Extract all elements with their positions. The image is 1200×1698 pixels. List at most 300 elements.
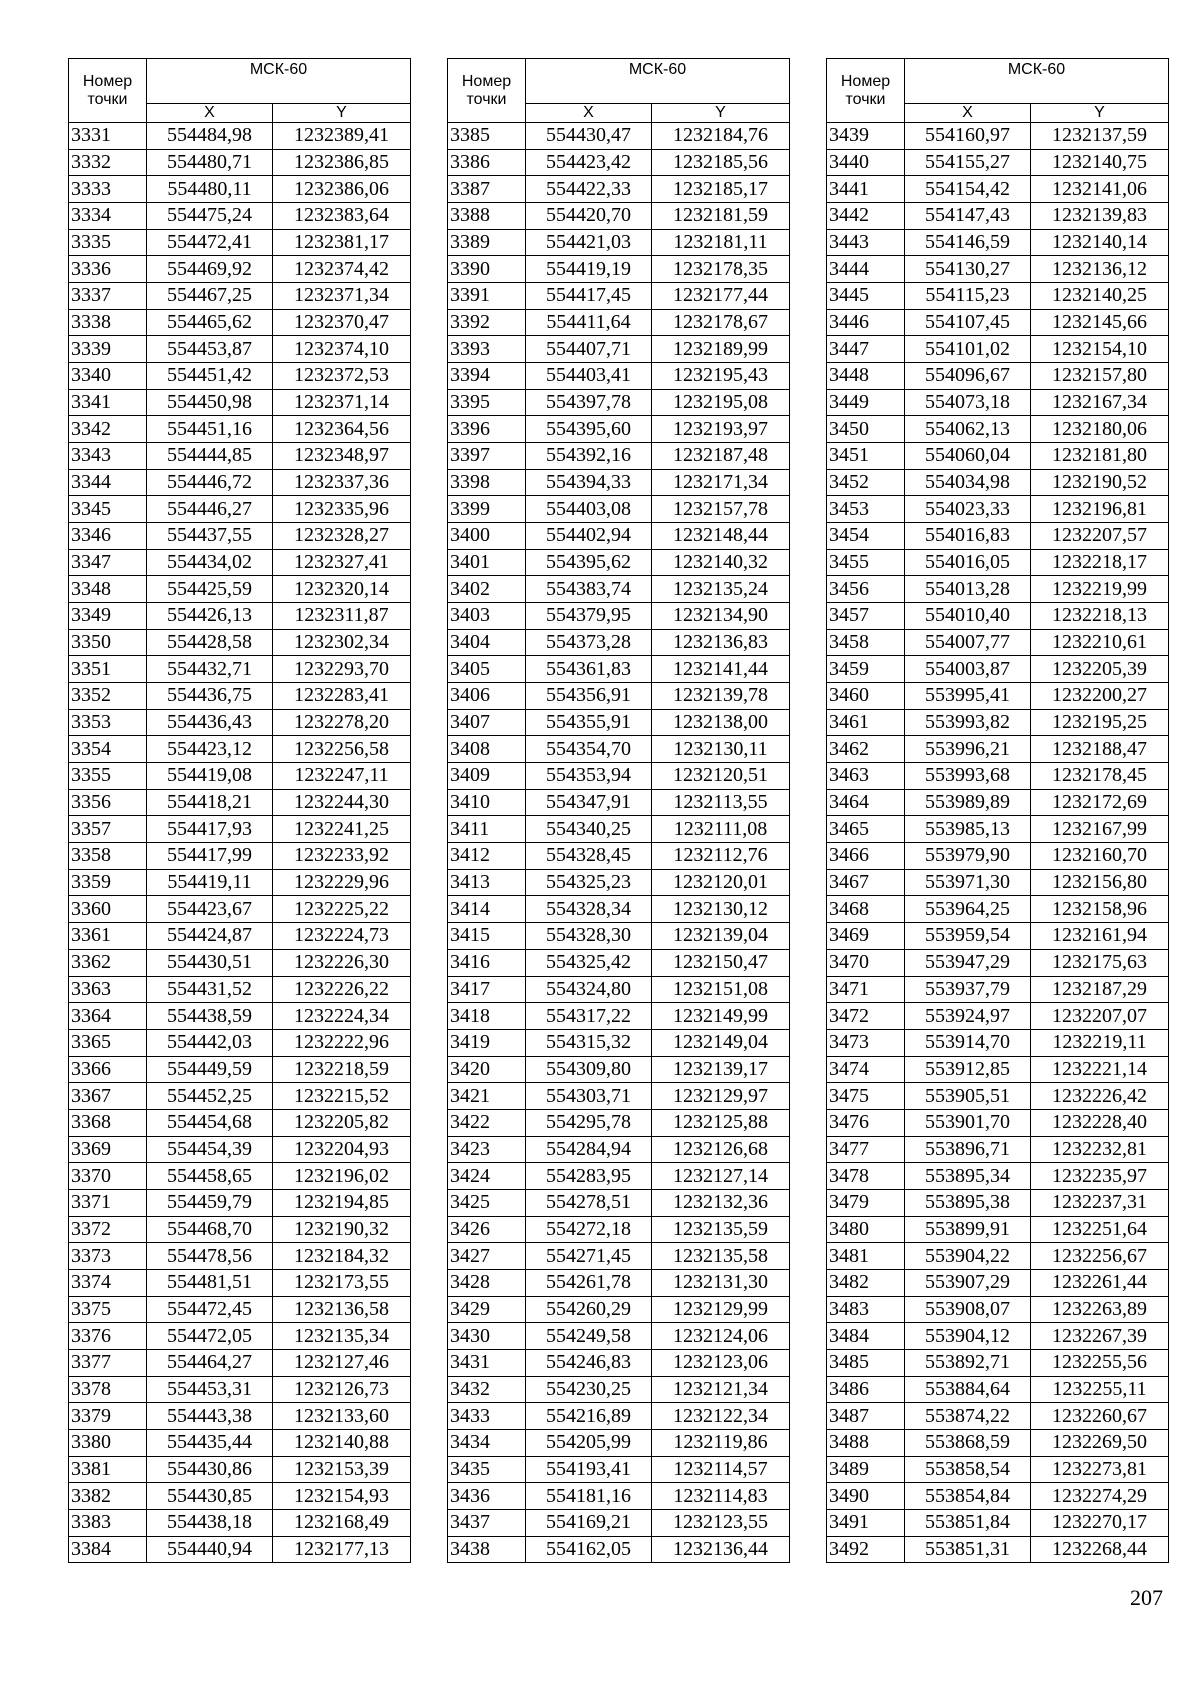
table-row (448, 309, 790, 336)
point-number-cell: 3409 (448, 763, 526, 790)
y-coordinate-cell: 1232219,99 (1031, 576, 1169, 603)
table-row (69, 123, 411, 150)
table-row (448, 149, 790, 176)
x-coordinate-cell: 554421,03 (526, 229, 652, 256)
x-coordinate-cell: 554328,45 (526, 843, 652, 870)
point-number-cell: 3463 (827, 763, 905, 790)
table-row (448, 523, 790, 550)
y-coordinate-cell: 1232374,10 (273, 336, 411, 363)
x-coordinate-cell: 554403,08 (526, 496, 652, 523)
y-coordinate-cell: 1232226,22 (273, 976, 411, 1003)
table-row (448, 416, 790, 443)
x-coordinate-cell: 554261,78 (526, 1269, 652, 1296)
point-number-cell: 3364 (69, 1003, 147, 1030)
y-coordinate-cell: 1232224,73 (273, 923, 411, 950)
x-coordinate-cell: 554419,19 (526, 256, 652, 283)
table-row (69, 1509, 411, 1536)
table-row (827, 469, 1169, 496)
table-row (827, 309, 1169, 336)
y-coordinate-cell: 1232226,42 (1031, 1083, 1169, 1110)
y-coordinate-cell: 1232311,87 (273, 603, 411, 630)
point-number-cell: 3337 (69, 283, 147, 310)
point-number-cell: 3476 (827, 1109, 905, 1136)
x-coordinate-cell: 554434,02 (147, 549, 273, 576)
table-row (69, 816, 411, 843)
x-coordinate-cell: 553899,91 (905, 1216, 1031, 1243)
table-row (827, 869, 1169, 896)
point-number-cell: 3350 (69, 629, 147, 656)
x-coordinate-cell: 553851,31 (905, 1536, 1031, 1563)
y-coordinate-cell: 1232215,52 (273, 1083, 411, 1110)
table-row (69, 1403, 411, 1430)
x-coordinate-cell: 553971,30 (905, 869, 1031, 896)
x-coordinate-cell: 554394,33 (526, 469, 652, 496)
x-coordinate-cell: 554464,27 (147, 1349, 273, 1376)
point-number-cell: 3425 (448, 1189, 526, 1216)
point-number-cell: 3408 (448, 736, 526, 763)
table-row (448, 629, 790, 656)
y-coordinate-cell: 1232196,02 (273, 1163, 411, 1190)
y-coordinate-cell: 1232247,11 (273, 763, 411, 790)
y-coordinate-cell: 1232123,06 (652, 1349, 790, 1376)
point-number-cell: 3466 (827, 843, 905, 870)
y-coordinate-cell: 1232372,53 (273, 363, 411, 390)
point-number-cell: 3490 (827, 1483, 905, 1510)
point-number-cell: 3436 (448, 1483, 526, 1510)
x-coordinate-cell: 554013,28 (905, 576, 1031, 603)
y-coordinate-cell: 1232135,24 (652, 576, 790, 603)
table-row (827, 1509, 1169, 1536)
point-number-cell: 3400 (448, 523, 526, 550)
coordinate-system-header: МСК-60 (147, 59, 411, 104)
table-row (69, 763, 411, 790)
x-coordinate-cell: 554469,92 (147, 256, 273, 283)
y-coordinate-cell: 1232219,11 (1031, 1029, 1169, 1056)
point-number-cell: 3402 (448, 576, 526, 603)
y-coordinate-cell: 1232167,34 (1031, 389, 1169, 416)
y-coordinate-cell: 1232139,04 (652, 923, 790, 950)
x-coordinate-cell: 554454,68 (147, 1109, 273, 1136)
y-coordinate-cell: 1232173,55 (273, 1269, 411, 1296)
x-coordinate-cell: 554422,33 (526, 176, 652, 203)
y-coordinate-cell: 1232244,30 (273, 789, 411, 816)
point-number-header: Номер точки (827, 59, 905, 123)
point-number-cell: 3427 (448, 1243, 526, 1270)
table-row (69, 576, 411, 603)
point-number-cell: 3398 (448, 469, 526, 496)
point-number-cell: 3433 (448, 1403, 526, 1430)
x-coordinate-cell: 553912,85 (905, 1056, 1031, 1083)
point-number-cell: 3480 (827, 1216, 905, 1243)
point-number-cell: 3486 (827, 1376, 905, 1403)
point-number-cell: 3392 (448, 309, 526, 336)
x-coordinate-cell: 554459,79 (147, 1189, 273, 1216)
y-coordinate-cell: 1232178,35 (652, 256, 790, 283)
y-coordinate-cell: 1232195,08 (652, 389, 790, 416)
table-row (69, 1056, 411, 1083)
x-coordinate-cell: 554425,59 (147, 576, 273, 603)
x-coordinate-cell: 554419,11 (147, 869, 273, 896)
point-number-cell: 3449 (827, 389, 905, 416)
table-row (448, 1429, 790, 1456)
y-coordinate-cell: 1232139,83 (1031, 203, 1169, 230)
point-number-cell: 3481 (827, 1243, 905, 1270)
point-number-cell: 3359 (69, 869, 147, 896)
coordinate-system-header: МСК-60 (905, 59, 1169, 104)
x-coordinate-cell: 554458,65 (147, 1163, 273, 1190)
x-coordinate-cell: 554147,43 (905, 203, 1031, 230)
x-coordinate-cell: 553868,59 (905, 1429, 1031, 1456)
table-row (448, 976, 790, 1003)
point-number-cell: 3352 (69, 683, 147, 710)
y-coordinate-cell: 1232157,80 (1031, 363, 1169, 390)
table-row (69, 523, 411, 550)
y-coordinate-cell: 1232114,57 (652, 1456, 790, 1483)
point-number-cell: 3459 (827, 656, 905, 683)
table-row (69, 363, 411, 390)
table-row (69, 1536, 411, 1563)
x-coordinate-cell: 554417,99 (147, 843, 273, 870)
y-coordinate-cell: 1232374,42 (273, 256, 411, 283)
point-number-cell: 3454 (827, 523, 905, 550)
point-number-cell: 3396 (448, 416, 526, 443)
y-coordinate-cell: 1232337,36 (273, 469, 411, 496)
point-number-cell: 3407 (448, 709, 526, 736)
point-number-cell: 3391 (448, 283, 526, 310)
x-coordinate-cell: 554440,94 (147, 1536, 273, 1563)
table-row (69, 1136, 411, 1163)
table-row (69, 416, 411, 443)
point-number-cell: 3377 (69, 1349, 147, 1376)
point-number-cell: 3458 (827, 629, 905, 656)
x-coordinate-cell: 554271,45 (526, 1243, 652, 1270)
point-number-cell: 3371 (69, 1189, 147, 1216)
point-number-cell: 3363 (69, 976, 147, 1003)
point-number-cell: 3342 (69, 416, 147, 443)
y-coordinate-cell: 1232371,14 (273, 389, 411, 416)
x-coordinate-cell: 554402,94 (526, 523, 652, 550)
point-number-cell: 3346 (69, 523, 147, 550)
y-coordinate-cell: 1232185,56 (652, 149, 790, 176)
table-row (69, 1483, 411, 1510)
point-number-cell: 3403 (448, 603, 526, 630)
y-coordinate-cell: 1232178,45 (1031, 763, 1169, 790)
point-number-cell: 3351 (69, 656, 147, 683)
y-coordinate-cell: 1232113,55 (652, 789, 790, 816)
table-row (448, 389, 790, 416)
x-coordinate-cell: 554272,18 (526, 1216, 652, 1243)
y-coordinate-cell: 1232184,76 (652, 123, 790, 150)
table-row (448, 256, 790, 283)
point-number-cell: 3356 (69, 789, 147, 816)
y-coordinate-cell: 1232207,07 (1031, 1003, 1169, 1030)
point-number-cell: 3439 (827, 123, 905, 150)
x-coordinate-cell: 554379,95 (526, 603, 652, 630)
x-coordinate-cell: 554453,31 (147, 1376, 273, 1403)
x-coordinate-cell: 554397,78 (526, 389, 652, 416)
table-row (448, 576, 790, 603)
point-number-cell: 3336 (69, 256, 147, 283)
y-coordinate-cell: 1232190,32 (273, 1216, 411, 1243)
x-coordinate-cell: 554437,55 (147, 523, 273, 550)
x-coordinate-cell: 554426,13 (147, 603, 273, 630)
y-coordinate-cell: 1232136,58 (273, 1296, 411, 1323)
point-number-cell: 3386 (448, 149, 526, 176)
x-coordinate-cell: 554407,71 (526, 336, 652, 363)
point-number-cell: 3357 (69, 816, 147, 843)
point-number-cell: 3378 (69, 1376, 147, 1403)
point-number-cell: 3431 (448, 1349, 526, 1376)
point-number-cell: 3450 (827, 416, 905, 443)
table-row (448, 549, 790, 576)
table-row (827, 229, 1169, 256)
table-row (69, 1029, 411, 1056)
table-row (827, 1056, 1169, 1083)
x-coordinate-cell: 554278,51 (526, 1189, 652, 1216)
point-number-cell: 3448 (827, 363, 905, 390)
y-coordinate-cell: 1232184,32 (273, 1243, 411, 1270)
x-coordinate-cell: 554317,22 (526, 1003, 652, 1030)
y-coordinate-cell: 1232370,47 (273, 309, 411, 336)
table-row (448, 923, 790, 950)
x-coordinate-cell: 553989,89 (905, 789, 1031, 816)
table-row (69, 1323, 411, 1350)
y-coordinate-cell: 1232168,49 (273, 1509, 411, 1536)
table-row (69, 949, 411, 976)
x-coordinate-cell: 554101,02 (905, 336, 1031, 363)
x-coordinate-cell: 554324,80 (526, 976, 652, 1003)
point-number-cell: 3331 (69, 123, 147, 150)
y-coordinate-cell: 1232138,00 (652, 709, 790, 736)
x-coordinate-cell: 554303,71 (526, 1083, 652, 1110)
table-row (69, 389, 411, 416)
x-coordinate-cell: 554454,39 (147, 1136, 273, 1163)
y-coordinate-cell: 1232136,44 (652, 1536, 790, 1563)
point-number-cell: 3441 (827, 176, 905, 203)
y-coordinate-cell: 1232235,97 (1031, 1163, 1169, 1190)
point-number-cell: 3335 (69, 229, 147, 256)
table-row (448, 1189, 790, 1216)
y-coordinate-cell: 1232302,34 (273, 629, 411, 656)
point-number-cell: 3414 (448, 896, 526, 923)
point-number-cell: 3435 (448, 1456, 526, 1483)
table-row (448, 816, 790, 843)
table-row (69, 283, 411, 310)
table-row (827, 763, 1169, 790)
table-row (448, 176, 790, 203)
x-coordinate-cell: 554361,83 (526, 656, 652, 683)
table-row (69, 683, 411, 710)
table-row (448, 1483, 790, 1510)
x-coordinate-cell: 554309,80 (526, 1056, 652, 1083)
x-coordinate-cell: 553884,64 (905, 1376, 1031, 1403)
x-coordinate-cell: 553901,70 (905, 1109, 1031, 1136)
point-number-cell: 3469 (827, 923, 905, 950)
y-coordinate-cell: 1232136,83 (652, 629, 790, 656)
y-coordinate-cell: 1232154,10 (1031, 336, 1169, 363)
x-coordinate-cell: 553892,71 (905, 1349, 1031, 1376)
point-number-cell: 3333 (69, 176, 147, 203)
table-row (827, 1376, 1169, 1403)
table-row (69, 256, 411, 283)
y-coordinate-cell: 1232196,81 (1031, 496, 1169, 523)
y-coordinate-cell: 1232251,64 (1031, 1216, 1169, 1243)
y-coordinate-cell: 1232207,57 (1031, 523, 1169, 550)
point-number-cell: 3438 (448, 1536, 526, 1563)
x-coordinate-cell: 554472,45 (147, 1296, 273, 1323)
table-row (448, 949, 790, 976)
y-coordinate-cell: 1232153,39 (273, 1456, 411, 1483)
x-coordinate-cell: 554432,71 (147, 656, 273, 683)
y-coordinate-cell: 1232218,13 (1031, 603, 1169, 630)
table-row (827, 1483, 1169, 1510)
x-column-header: X (526, 104, 652, 123)
point-number-cell: 3413 (448, 869, 526, 896)
table-row (69, 469, 411, 496)
x-coordinate-cell: 553907,29 (905, 1269, 1031, 1296)
y-coordinate-cell: 1232205,82 (273, 1109, 411, 1136)
y-coordinate-cell: 1232120,01 (652, 869, 790, 896)
point-number-cell: 3380 (69, 1429, 147, 1456)
y-coordinate-cell: 1232228,40 (1031, 1109, 1169, 1136)
point-number-cell: 3452 (827, 469, 905, 496)
y-coordinate-cell: 1232263,89 (1031, 1296, 1169, 1323)
table-row (69, 869, 411, 896)
y-coordinate-cell: 1232225,22 (273, 896, 411, 923)
table-row (69, 709, 411, 736)
table-row (827, 843, 1169, 870)
x-coordinate-cell: 554193,41 (526, 1456, 652, 1483)
point-number-cell: 3410 (448, 789, 526, 816)
table-row (448, 469, 790, 496)
table-row (827, 389, 1169, 416)
y-coordinate-cell: 1232320,14 (273, 576, 411, 603)
table-row (448, 1029, 790, 1056)
y-coordinate-cell: 1232126,68 (652, 1136, 790, 1163)
point-number-cell: 3429 (448, 1296, 526, 1323)
x-coordinate-cell: 554062,13 (905, 416, 1031, 443)
point-number-cell: 3479 (827, 1189, 905, 1216)
y-coordinate-cell: 1232135,58 (652, 1243, 790, 1270)
y-coordinate-cell: 1232140,88 (273, 1429, 411, 1456)
y-coordinate-cell: 1232293,70 (273, 656, 411, 683)
y-coordinate-cell: 1232335,96 (273, 496, 411, 523)
point-number-cell: 3423 (448, 1136, 526, 1163)
x-coordinate-cell: 553964,25 (905, 896, 1031, 923)
table-row (69, 1269, 411, 1296)
table-row (69, 1003, 411, 1030)
table-row (448, 763, 790, 790)
x-coordinate-cell: 553904,22 (905, 1243, 1031, 1270)
table-row (448, 603, 790, 630)
y-coordinate-cell: 1232132,36 (652, 1189, 790, 1216)
table-row (827, 656, 1169, 683)
y-coordinate-cell: 1232127,14 (652, 1163, 790, 1190)
x-coordinate-cell: 554446,27 (147, 496, 273, 523)
table-row (69, 1216, 411, 1243)
x-coordinate-cell: 553904,12 (905, 1323, 1031, 1350)
x-coordinate-cell: 554373,28 (526, 629, 652, 656)
point-number-cell: 3478 (827, 1163, 905, 1190)
x-coordinate-cell: 554430,47 (526, 123, 652, 150)
y-coordinate-cell: 1232148,44 (652, 523, 790, 550)
table-row (827, 736, 1169, 763)
table-row (827, 1083, 1169, 1110)
table-row (827, 549, 1169, 576)
point-number-cell: 3416 (448, 949, 526, 976)
point-number-cell: 3492 (827, 1536, 905, 1563)
point-number-cell: 3361 (69, 923, 147, 950)
x-coordinate-cell: 554260,29 (526, 1296, 652, 1323)
x-column-header: X (905, 104, 1031, 123)
table-row (448, 683, 790, 710)
x-coordinate-cell: 554160,97 (905, 123, 1031, 150)
y-coordinate-cell: 1232136,12 (1031, 256, 1169, 283)
point-number-cell: 3434 (448, 1429, 526, 1456)
x-coordinate-cell: 554480,71 (147, 149, 273, 176)
point-number-cell: 3411 (448, 816, 526, 843)
y-coordinate-cell: 1232130,12 (652, 896, 790, 923)
table-row (69, 1163, 411, 1190)
point-number-cell: 3432 (448, 1376, 526, 1403)
y-coordinate-cell: 1232194,85 (273, 1189, 411, 1216)
x-coordinate-cell: 554007,77 (905, 629, 1031, 656)
y-coordinate-cell: 1232111,08 (652, 816, 790, 843)
point-number-cell: 3347 (69, 549, 147, 576)
table-row (827, 1349, 1169, 1376)
table-row (448, 1056, 790, 1083)
x-coordinate-cell: 554472,05 (147, 1323, 273, 1350)
point-number-cell: 3470 (827, 949, 905, 976)
table-row (827, 1136, 1169, 1163)
point-number-cell: 3381 (69, 1456, 147, 1483)
table-row (69, 843, 411, 870)
x-coordinate-cell: 554478,56 (147, 1243, 273, 1270)
y-coordinate-cell: 1232180,06 (1031, 416, 1169, 443)
y-coordinate-cell: 1232156,80 (1031, 869, 1169, 896)
y-coordinate-cell: 1232283,41 (273, 683, 411, 710)
point-number-cell: 3426 (448, 1216, 526, 1243)
y-coordinate-cell: 1232131,30 (652, 1269, 790, 1296)
x-coordinate-cell: 554418,21 (147, 789, 273, 816)
y-coordinate-cell: 1232187,29 (1031, 976, 1169, 1003)
table-row (448, 1296, 790, 1323)
x-coordinate-cell: 554249,58 (526, 1323, 652, 1350)
y-coordinate-cell: 1232158,96 (1031, 896, 1169, 923)
point-number-cell: 3406 (448, 683, 526, 710)
x-column-header: X (147, 104, 273, 123)
x-coordinate-cell: 554446,72 (147, 469, 273, 496)
table-row (827, 1296, 1169, 1323)
point-number-cell: 3483 (827, 1296, 905, 1323)
x-coordinate-cell: 554395,62 (526, 549, 652, 576)
table-row (827, 1216, 1169, 1243)
y-coordinate-cell: 1232160,70 (1031, 843, 1169, 870)
table-row (69, 309, 411, 336)
y-coordinate-cell: 1232260,67 (1031, 1403, 1169, 1430)
y-coordinate-cell: 1232129,97 (652, 1083, 790, 1110)
point-number-cell: 3389 (448, 229, 526, 256)
x-coordinate-cell: 554392,16 (526, 443, 652, 470)
y-coordinate-cell: 1232195,25 (1031, 709, 1169, 736)
table-row (448, 1456, 790, 1483)
table-row (448, 1003, 790, 1030)
x-coordinate-cell: 554424,87 (147, 923, 273, 950)
point-number-cell: 3390 (448, 256, 526, 283)
x-coordinate-cell: 554431,52 (147, 976, 273, 1003)
x-coordinate-cell: 554115,23 (905, 283, 1031, 310)
table-row (448, 1269, 790, 1296)
